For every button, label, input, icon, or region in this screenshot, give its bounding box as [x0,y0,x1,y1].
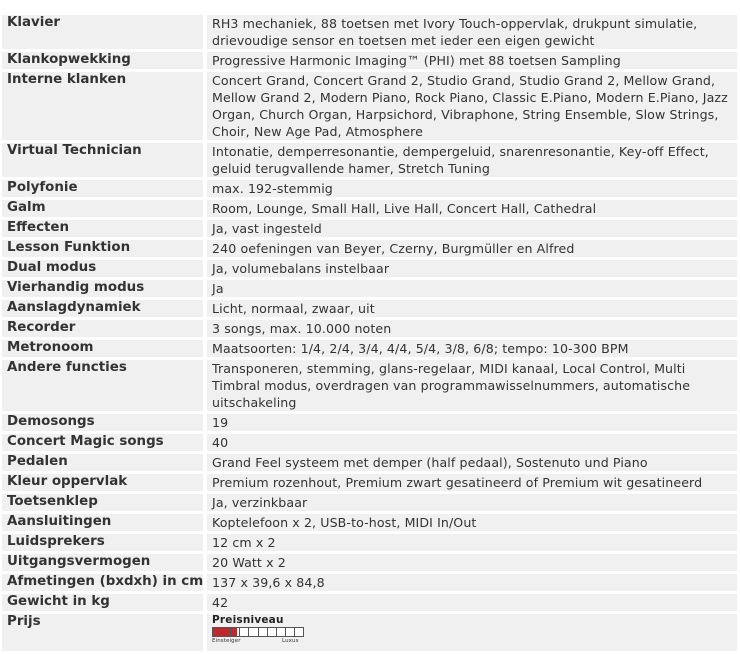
spec-label: Interne klanken [2,72,207,140]
spec-value: Ja, volumebalans instelbaar [207,260,737,277]
price-scale-tick [303,627,304,637]
spec-row [2,360,737,411]
spec-value: Ja, vast ingesteld [207,220,737,237]
spec-value: Maatsoorten: 1/4, 2/4, 3/4, 4/4, 5/4, 3/8, 6/8; tempo: 10-300 BPM [207,340,737,357]
spec-value: Room, Lounge, Small Hall, Live Hall, Concert Hall, Cathedral [207,200,737,217]
spec-row [2,594,737,611]
price-scale-tick [258,627,259,637]
spec-label: Dual modus [2,260,207,277]
spec-value: RH3 mechaniek, 88 toetsen met Ivory Touch-oppervlak, drukpunt simulatie, drievoudige sensor en toetsen met ieder een eigen gewicht [207,15,737,49]
spec-value: max. 192-stemmig [207,180,737,197]
spec-value: Licht, normaal, zwaar, uit [207,300,737,317]
spec-value: Ja, verzinkbaar [207,494,737,511]
spec-value: 3 songs, max. 10.000 noten [207,320,737,337]
spec-label: Afmetingen (bxdxh) in cm [2,574,207,591]
spec-label: Andere functies [2,360,207,411]
spec-row [2,260,737,277]
spec-value: Transponeren, stemming, glans-regelaar, MIDI kanaal, Local Control, Multi Timbral modus, overdragen van programmawisselnummers, automatische uitschakeling [207,360,737,411]
spec-label: Aanslagdynamiek [2,300,207,317]
price-row [2,614,737,651]
price-level-meter [212,614,308,648]
spec-value: Premium rozenhout, Premium zwart gesatineerd of Premium wit gesatineerd [207,474,737,491]
spec-row [2,554,737,571]
spec-row [2,514,737,531]
spec-row [2,534,737,551]
spec-label: Klavier [2,15,207,49]
spec-value: 42 [207,594,737,611]
spec-row [2,220,737,237]
price-scale-tick [285,627,286,636]
spec-row [2,454,737,471]
spec-label: Demosongs [2,414,207,431]
spec-label: Recorder [2,320,207,337]
price-scale-tick [294,627,295,636]
spec-label: Luidsprekers [2,534,207,551]
price-label: Prijs [2,614,207,651]
spec-label: Galm [2,200,207,217]
spec-label: Lesson Funktion [2,240,207,257]
price-scale-tick [230,627,231,636]
spec-row [2,280,737,297]
price-scale-tick [248,627,249,636]
spec-value: 137 x 39,6 x 84,8 [207,574,737,591]
spec-value: Koptelefoon x 2, USB-to-host, MIDI In/Out [207,514,737,531]
spec-row [2,414,737,431]
spec-label: Metronoom [2,340,207,357]
spec-label: Gewicht in kg [2,594,207,611]
spec-row [2,143,737,177]
price-high-label: Luxus [282,638,299,644]
price-scale-ticks [212,627,304,637]
spec-label: Toetsenklep [2,494,207,511]
spec-row [2,240,737,257]
spec-label: Klankopwekking [2,52,207,69]
spec-row [2,340,737,357]
spec-value: Progressive Harmonic Imaging™ (PHI) met 88 toetsen Sampling [207,52,737,69]
spec-value: Concert Grand, Concert Grand 2, Studio Grand, Studio Grand 2, Mellow Grand, Mellow Grand 2, Modern Piano, Rock Piano, Classic E.Piano, Modern E.Piano, Jazz Organ, Church Organ, Harpsichord, Vibraphone, String Ensemble, Slow Strings, Choir, New Age Pad, Atmosphere [207,72,737,140]
price-cell [207,614,737,651]
spec-label: Uitgangsvermogen [2,554,207,571]
price-scale-tick [239,627,240,636]
spec-value: 40 [207,434,737,451]
spec-row [2,72,737,140]
spec-label: Aansluitingen [2,514,207,531]
spec-row [2,52,737,69]
spec-row [2,574,737,591]
spec-row [2,180,737,197]
spec-label: Virtual Technician [2,143,207,177]
spec-value: Ja [207,280,737,297]
spec-label: Concert Magic songs [2,434,207,451]
spec-row [2,494,737,511]
spec-row [2,300,737,317]
spec-label: Vierhandig modus [2,280,207,297]
spec-row [2,434,737,451]
spec-row [2,320,737,337]
spec-value: 20 Watt x 2 [207,554,737,571]
spec-value: Grand Feel systeem met demper (half pedaal), Sostenuto und Piano [207,454,737,471]
spec-label: Effecten [2,220,207,237]
price-scale-tick [267,627,268,636]
specifications-table [2,12,737,654]
spec-value: Intonatie, demperresonantie, dempergeluid, snarenresonantie, Key-off Effect, geluid terugvallende hamer, Stretch Tuning [207,143,737,177]
spec-row [2,15,737,49]
spec-value: 19 [207,414,737,431]
spec-label: Pedalen [2,454,207,471]
spec-row [2,200,737,217]
price-scale-tick [212,627,213,637]
price-low-label: Einsteiger [212,638,241,644]
price-scale-tick [276,627,277,636]
price-scale-tick [221,627,222,636]
price-meter-title: Preisniveau [212,614,284,626]
spec-label: Polyfonie [2,180,207,197]
spec-row [2,474,737,491]
spec-label: Kleur oppervlak [2,474,207,491]
spec-value: 12 cm x 2 [207,534,737,551]
spec-value: 240 oefeningen van Beyer, Czerny, Burgmüller en Alfred [207,240,737,257]
